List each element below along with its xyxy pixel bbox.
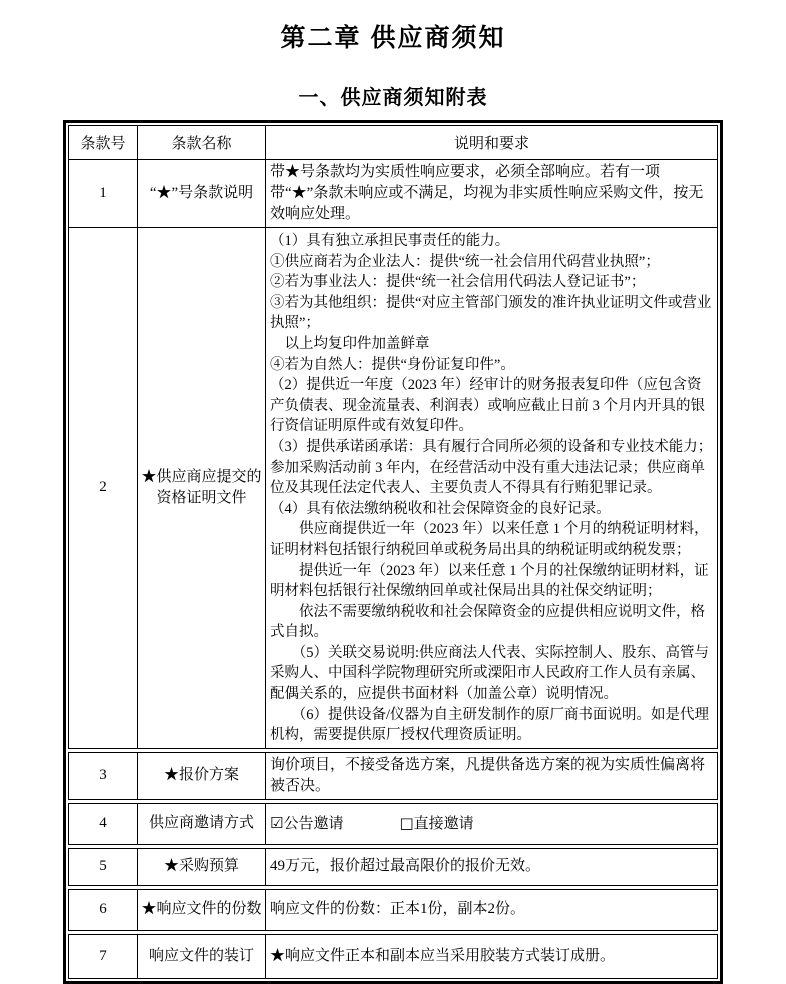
clause-name-cell: 供应商邀请方式 — [138, 803, 266, 844]
clause-row-6 — [69, 889, 718, 930]
header-clause-no: 条款号 — [69, 126, 138, 160]
clause-row-5 — [69, 848, 718, 885]
clause-content-cell: 49万元，报价超过最高限价的报价无效。 — [266, 848, 718, 885]
checkbox-checked-icon: ☑ — [270, 813, 284, 832]
clause-name-cell: ★供应商应提交的资格证明文件 — [138, 228, 266, 749]
clause-no-cell: 4 — [69, 803, 138, 844]
clause-row-7 — [69, 934, 718, 978]
clause-name-cell: “★”号条款说明 — [138, 160, 266, 228]
checkbox-unchecked-icon: □ — [399, 813, 414, 832]
clause-name-cell: ★报价方案 — [138, 752, 266, 799]
header-description: 说明和要求 — [266, 126, 718, 160]
clause-row-4 — [69, 803, 718, 844]
clause-content-cell: 带★号条款均为实质性响应要求，必须全部响应。若有一项带“★”条款未响应或不满足，均视为非实质性响应采购文件，按无效响应处理。 — [266, 160, 718, 228]
clause-no-cell: 5 — [69, 848, 138, 885]
supplier-notice-table — [63, 120, 723, 984]
clause-content-cell — [266, 803, 718, 844]
clause-name-cell: ★采购预算 — [138, 848, 266, 885]
header-clause-name: 条款名称 — [138, 126, 266, 160]
table-segment-row-5 — [68, 848, 718, 886]
clause-content-cell: （1）具有独立承担民事责任的能力。 ①供应商若为企业法人：提供“统一社会信用代码营业执照”； ②若为事业法人：提供“统一社会信用代码法人登记证书”； ③若为其他组织：提供“对应主管部门颁发的准许执业证明文件或营业执照”； 以上均复印件加盖鲜章 ④若为自然人：提供“身份证复印件”。 （2）提供近一年度（2023 年）经审计的财务报表复印件（应包含资产负债表、现金流量表、利润表）或响应截止日前 3 个月内开具的银行资信证明原件或有效复印件。 （3）提供承诺函承诺：具有履行合同所必须的设备和专业技术能力；参加采购活动前 3 年内，在经营活动中没有重大违法记录；供应商单位及其现任法定代表人、主要负责人不得具有行贿犯罪记录。 （4）具有依法缴纳税收和社会保障资金的良好记录。 供应商提供近一年（2023 年）以来任意 1 个月的纳税证明材料，证明材料包括银行纳税回单或税务局出具的纳税证明或纳税发票； 提供近一年（2023 年）以来任意 1 个月的社保缴纳证明材料，证明材料包括银行社保缴纳回单或社保局出具的社保交纳证明； 依法不需要缴纳税收和社会保障资金的应提供相应说明文件，格式自拟。 （5）关联交易说明:供应商法人代表、实际控制人、股东、高管与采购人、中国科学院物理研究所或溧阳市人民政府工作人员有亲属、配偶关系的，应提供书面材料（加盖公章）说明情况。 （6）提供设备/仪器为自主研发制作的原厂商书面说明。如是代理机构，需要提供原厂授权代理资质证明。 — [266, 228, 718, 749]
chapter-title: 第二章 供应商须知 — [280, 24, 506, 52]
clause-row-3 — [69, 752, 718, 799]
clause-no-cell: 1 — [69, 160, 138, 228]
clause-content-cell: 响应文件的份数：正本1份，副本2份。 — [266, 889, 718, 930]
invite-option-label: 直接邀请 — [413, 815, 474, 832]
clause-row-2 — [69, 228, 718, 749]
table-header-row — [69, 126, 718, 160]
invite-option-label: 公告邀请 — [283, 815, 344, 832]
table-segment-row-3 — [68, 752, 718, 800]
clause-no-cell: 7 — [69, 934, 138, 978]
clause-no-cell: 2 — [69, 228, 138, 749]
section-title: 一、供应商须知附表 — [298, 87, 488, 109]
table-segment-row-7 — [68, 934, 718, 979]
table-segment-row-6 — [68, 889, 718, 931]
clause-row-1 — [69, 160, 718, 228]
table-segment-main — [68, 125, 718, 749]
table-segment-row-4 — [68, 803, 718, 845]
clause-name-cell: 响应文件的装订 — [138, 934, 266, 978]
clause-no-cell: 3 — [69, 752, 138, 799]
clause-no-cell: 6 — [69, 889, 138, 930]
clause-name-cell: ★响应文件的份数 — [138, 889, 266, 930]
clause-content-cell: ★响应文件正本和副本应当采用胶装方式装订成册。 — [266, 934, 718, 978]
clause-content-cell: 询价项目，不接受备选方案，凡提供备选方案的视为实质性偏离将被否决。 — [266, 752, 718, 799]
